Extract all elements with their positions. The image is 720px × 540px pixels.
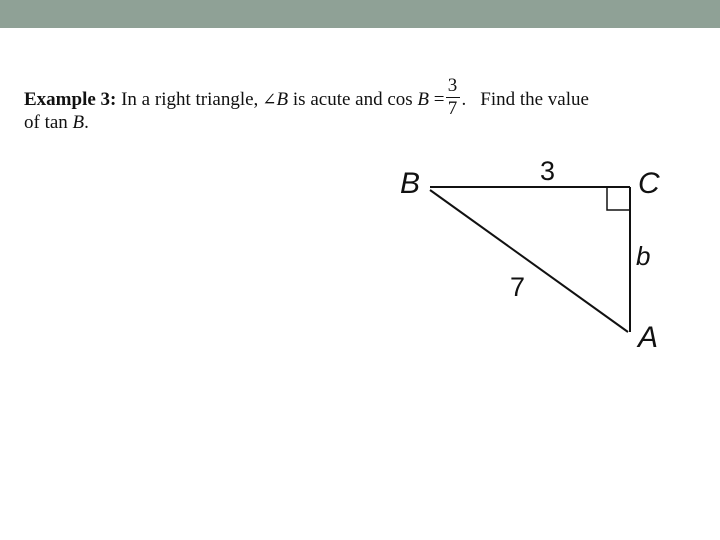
- vertex-label-a: A: [638, 321, 659, 354]
- vertex-label-c: C: [638, 167, 660, 200]
- problem-line2-end: .: [84, 112, 89, 133]
- angle-icon: ∠: [262, 89, 277, 109]
- angle-variable: B: [276, 88, 289, 110]
- fraction-numerator: 3: [447, 75, 458, 96]
- problem-text-tail: Find the value: [480, 88, 589, 110]
- vertex-label-b: B: [400, 167, 421, 200]
- problem-text-intro: In a right triangle,: [121, 88, 259, 110]
- example-label: Example 3:: [24, 88, 117, 110]
- side-label-ba: 7: [510, 272, 526, 302]
- equals-sign: =: [433, 88, 445, 110]
- fraction-trailing-dot: .: [461, 88, 467, 110]
- cos-variable: B: [417, 88, 430, 110]
- side-ba-line: [430, 190, 628, 332]
- side-label-ca: b: [636, 241, 651, 271]
- tan-variable: B: [72, 112, 85, 133]
- fraction-denominator: 7: [447, 98, 458, 119]
- right-angle-marker: [607, 187, 630, 210]
- problem-text-middle: is acute and cos: [292, 88, 413, 110]
- side-label-bc: 3: [540, 156, 556, 186]
- problem-line2-text: of tan: [24, 112, 68, 133]
